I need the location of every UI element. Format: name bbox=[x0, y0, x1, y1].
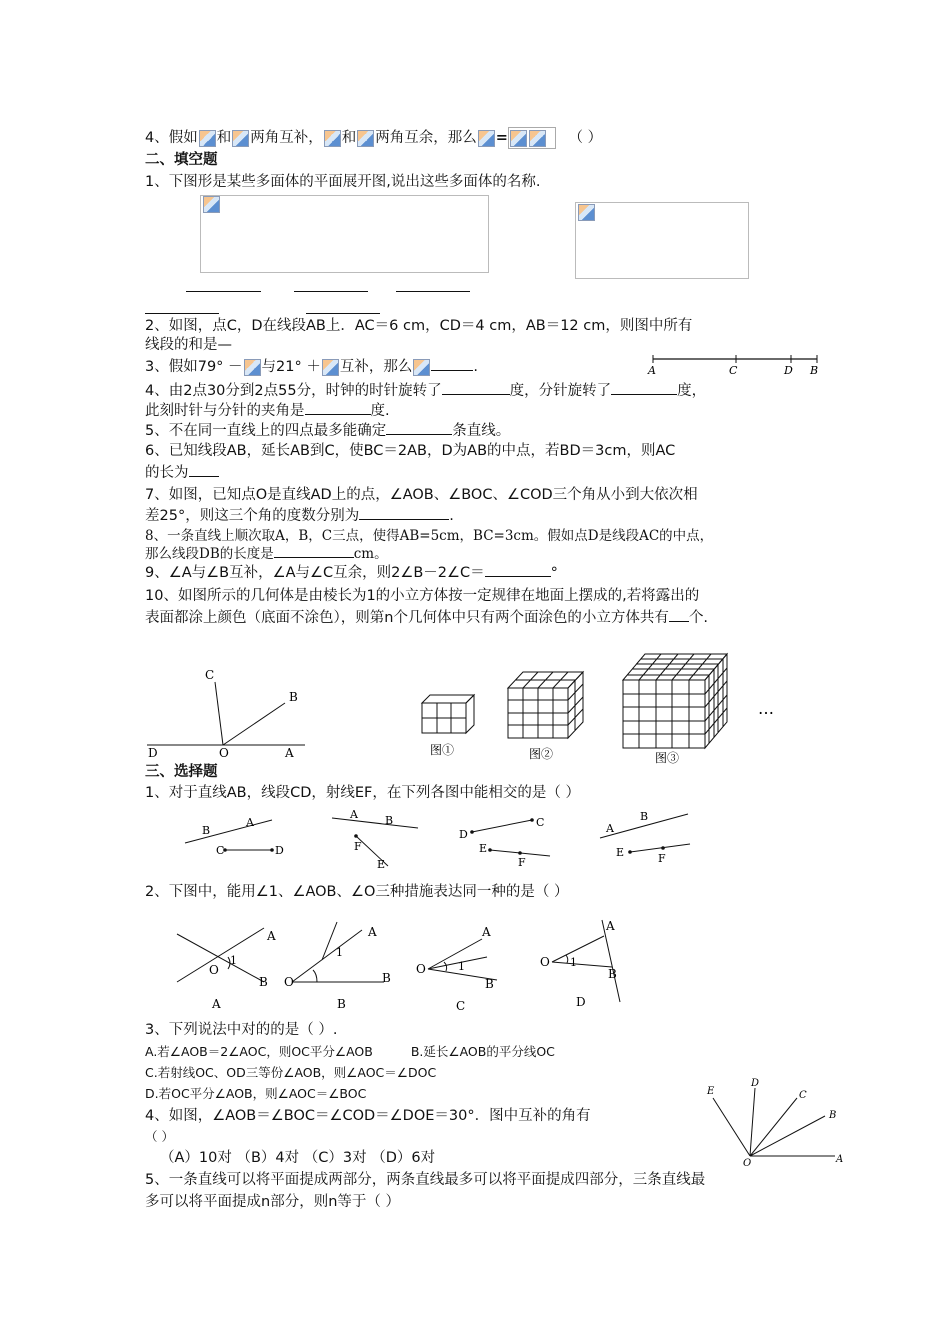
option-letter: C bbox=[456, 999, 466, 1013]
point-label: B bbox=[382, 971, 391, 985]
broken-image-icon bbox=[510, 130, 527, 147]
choice-question-5-line2: 多可以将平面提成n部分，则n等于（ ） bbox=[145, 1194, 400, 1210]
point-label: A bbox=[285, 746, 294, 760]
choice-question-5-line1: 5、一条直线可以将平面提成两部分，两条直线最多可以将平面提成四部分，三条直线最 bbox=[145, 1172, 706, 1188]
angle-label: 1 bbox=[336, 946, 343, 959]
fill-question-9: 9、∠A与∠B互补，∠A与∠C互余，则2∠B－2∠C＝ ° bbox=[145, 562, 558, 583]
point-label: B bbox=[640, 810, 649, 823]
point-label: F bbox=[354, 840, 362, 853]
point-label: B bbox=[829, 1110, 837, 1121]
point-label: C bbox=[536, 816, 545, 829]
angle-label: 1 bbox=[230, 954, 237, 967]
point-label: B bbox=[608, 967, 617, 981]
choice-question-2: 2、下图中，能用∠1、∠AOB、∠O三种措施表达同一种的是（ ） bbox=[145, 884, 569, 900]
figure-caption: 图③ bbox=[655, 751, 680, 765]
answer-blank[interactable] bbox=[306, 313, 380, 314]
broken-image-icon bbox=[357, 130, 374, 147]
fill-question-7-line1: 7、如图，已知点O是直线AD上的点，∠AOB、∠BOC、∠COD三个角从小到大依次相 bbox=[145, 487, 698, 503]
point-label: A bbox=[836, 1154, 844, 1165]
point-label: E bbox=[377, 858, 386, 871]
broken-image-icon bbox=[578, 204, 595, 221]
choice-3-option-a: A.若∠AOB＝2∠AOC，则OC平分∠AOB B.延长∠AOB的平分线OC bbox=[145, 1044, 555, 1059]
option-figure-d bbox=[600, 810, 690, 865]
angle-label: 1 bbox=[570, 956, 577, 969]
fill-question-7-line2: 差25°，则这三个角的度数分别为 . bbox=[145, 505, 454, 526]
broken-image-icon bbox=[478, 130, 495, 147]
point-label: O bbox=[284, 975, 294, 989]
point-label: E bbox=[616, 846, 625, 859]
point-label: D bbox=[459, 828, 468, 841]
point-label: D bbox=[148, 746, 158, 760]
fill-question-8-line2: 那么线段DB的长度是 cm。 bbox=[145, 543, 388, 564]
option-figure-a bbox=[185, 816, 284, 857]
option-letter: B bbox=[337, 997, 346, 1011]
fill-question-10-line1: 10、如图所示的几何体是由棱长为1的小立方体按一定规律在地面上摆成的,若将露出的 bbox=[145, 588, 700, 604]
broken-image-icon bbox=[324, 130, 341, 147]
fill-question-6-line1: 6、已知线段AB，延长AB到C，使BC＝2AB，D为AB的中点，若BD＝3cm，则AC bbox=[145, 443, 676, 459]
broken-image-icon bbox=[529, 130, 546, 147]
choice-3-option-c: C.若射线OC、OD三等份∠AOB，则∠AOC＝∠DOC bbox=[145, 1065, 437, 1080]
broken-image-icon bbox=[322, 359, 339, 376]
fill-question-4-line1: 4、由2点30分到2点55分，时钟的时针旋转了 度，分针旋转了 度， bbox=[145, 380, 706, 401]
cube-figure bbox=[415, 650, 795, 765]
question-4-top: 4、假如 和 两角互补， 和 两角互余，那么 = （ ） bbox=[145, 127, 602, 149]
point-label: O bbox=[540, 955, 550, 969]
fill-question-5: 5、不在同一直线上的四点最多能确定 条直线。 bbox=[145, 420, 510, 441]
section-fill-in-title: 二、填空题 bbox=[145, 152, 218, 168]
fill-question-6-line2: 的长为 bbox=[145, 462, 219, 483]
point-label: B bbox=[385, 814, 394, 827]
choice-question-3: 3、下列说法中对的的是（ ）. bbox=[145, 1022, 338, 1038]
broken-image-icon bbox=[232, 130, 249, 147]
point-label: A bbox=[267, 929, 276, 943]
option-figure-a bbox=[177, 928, 264, 982]
point-label: A bbox=[482, 925, 491, 939]
angle-figure bbox=[145, 665, 310, 765]
choice-1-figures bbox=[180, 808, 740, 873]
broken-image-icon bbox=[199, 130, 216, 147]
choice-question-4-line2: （ ） bbox=[145, 1129, 174, 1144]
section-choice-title: 三、选择题 bbox=[145, 764, 218, 780]
answer-blank[interactable] bbox=[145, 313, 219, 314]
fill-question-2-line2: 线段的和是— bbox=[145, 337, 232, 353]
point-label: O bbox=[743, 1158, 752, 1169]
choice-question-1: 1、对于直线AB，线段CD，射线EF，在下列各图中能相交的是（ ） bbox=[145, 785, 580, 801]
cube-1 bbox=[422, 695, 474, 733]
point-label: A bbox=[648, 364, 656, 377]
point-label: B bbox=[289, 690, 298, 704]
point-label: O bbox=[209, 963, 219, 977]
fill-question-1: 1、下图形是某些多面体的平面展开图,说出这些多面体的名称. bbox=[145, 174, 541, 190]
broken-image-icon bbox=[413, 359, 430, 376]
fill-question-8-line1: 8、一条直线上顺次取A，B，C三点，使得AB=5cm，BC=3cm。假如点D是线段AC的中点， bbox=[145, 528, 714, 544]
point-label: C bbox=[799, 1090, 807, 1101]
point-label: A bbox=[350, 808, 358, 821]
point-label: A bbox=[606, 919, 615, 933]
cube-3 bbox=[623, 654, 727, 748]
point-label: F bbox=[658, 852, 666, 865]
point-label: O bbox=[219, 746, 229, 760]
segment-figure bbox=[645, 350, 825, 380]
point-label: E bbox=[479, 842, 488, 855]
net-image-left bbox=[200, 195, 489, 273]
choice-question-4-options: （A）10对 （B）4对 （C）3对 （D）6对 bbox=[160, 1150, 436, 1166]
point-label: B bbox=[485, 977, 494, 991]
point-label: C bbox=[216, 844, 225, 857]
point-label: E bbox=[707, 1086, 715, 1097]
choice-question-4-line1: 4、如图，∠AOB＝∠BOC＝∠COD＝∠DOE＝30°．图中互补的角有 bbox=[145, 1108, 591, 1124]
option-figure-b bbox=[332, 808, 418, 871]
answer-blank[interactable] bbox=[186, 291, 261, 292]
fill-question-10-line2: 表面都涂上颜色（底面不涂色），则第n个几何体中只有两个面涂色的小立方体共有 个. bbox=[145, 607, 708, 628]
point-label: F bbox=[518, 856, 526, 869]
point-label: D bbox=[784, 364, 793, 377]
point-label: C bbox=[729, 364, 738, 377]
ray-figure bbox=[705, 1078, 845, 1168]
angle-label: 1 bbox=[458, 960, 465, 973]
point-label: D bbox=[751, 1078, 760, 1089]
point-label: O bbox=[416, 962, 426, 976]
figure-caption: 图① bbox=[430, 743, 455, 757]
figure-caption: 图② bbox=[529, 747, 554, 761]
option-letter: A bbox=[212, 997, 221, 1011]
choice-3-option-d: D.若OC平分∠AOB，则∠AOC＝∠BOC bbox=[145, 1086, 367, 1101]
net-image-right bbox=[575, 202, 749, 279]
point-label: D bbox=[275, 844, 284, 857]
fill-question-4-line2: 此刻时针与分针的夹角是 度. bbox=[145, 400, 390, 421]
point-label: B bbox=[810, 364, 819, 377]
option-letter: D bbox=[576, 995, 586, 1009]
point-label: A bbox=[246, 816, 254, 829]
choice-2-figures bbox=[172, 912, 642, 1017]
point-label: A bbox=[606, 822, 614, 835]
broken-image-icon bbox=[203, 196, 220, 213]
cube-2 bbox=[508, 672, 583, 738]
point-label: B bbox=[259, 975, 268, 989]
point-label: C bbox=[205, 668, 215, 682]
ellipsis-label: … bbox=[758, 699, 774, 718]
fill-question-3: 3、假如79° － 与21° ＋ 互补，那么 . bbox=[145, 356, 478, 377]
fill-question-2-line1: 2、如图，点C，D在线段AB上．AC＝6 cm，CD＝4 cm，AB＝12 cm，则图中所有 bbox=[145, 318, 693, 334]
broken-image-icon bbox=[244, 359, 261, 376]
point-label: B bbox=[202, 824, 211, 837]
answer-blank[interactable] bbox=[396, 291, 470, 292]
answer-blank[interactable] bbox=[294, 291, 368, 292]
option-figure-c bbox=[459, 816, 550, 869]
point-label: A bbox=[368, 925, 377, 939]
